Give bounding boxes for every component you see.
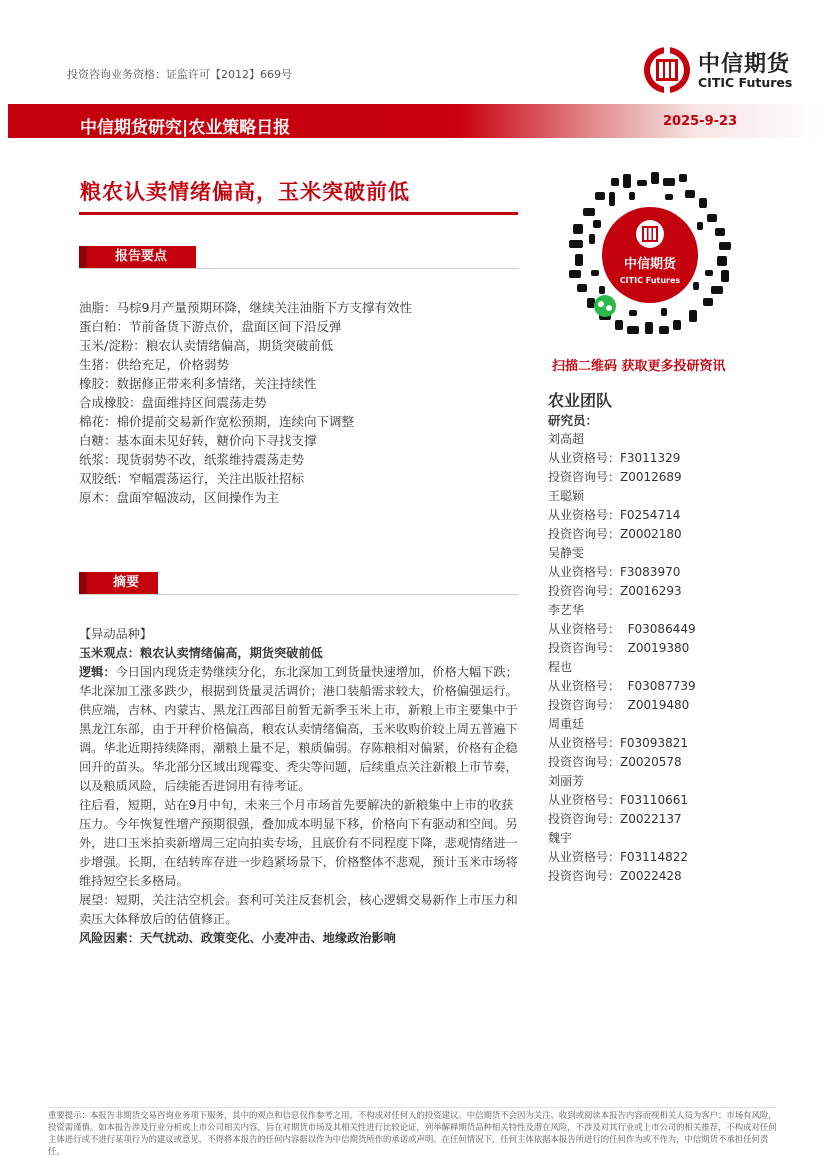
researcher-name: 刘高超 bbox=[548, 432, 585, 446]
point-text: 马棕9月产量预期环降，继续关注油脂下方支撑有效性 bbox=[116, 300, 412, 315]
point-text: 粮农认卖情绪偏高，期货突破前低 bbox=[145, 338, 334, 353]
logo-name-cn: 中信期货 bbox=[698, 52, 791, 77]
researcher-name: 程也 bbox=[548, 660, 573, 674]
point-label: 纸浆： bbox=[79, 452, 117, 467]
point-label: 玉米/淀粉： bbox=[79, 338, 146, 353]
logic-paragraph bbox=[79, 663, 519, 796]
summary-body bbox=[79, 625, 519, 948]
researcher-qualification: 从业资格号：F0254714 bbox=[548, 508, 681, 522]
researcher-consulting-id: 投资咨询号：Z0012689 bbox=[548, 470, 682, 484]
team-title: 农业团队 bbox=[548, 391, 613, 410]
logo-name-en: CITIC Futures bbox=[698, 75, 793, 90]
risk-text: 天气扰动、政策变化、小麦冲击、地缘政治影响 bbox=[139, 931, 396, 945]
point-text: 盘面维持区间震荡走势 bbox=[141, 395, 267, 410]
corn-view-label: 玉米观点： bbox=[79, 646, 140, 660]
point-label: 橡胶： bbox=[79, 376, 117, 391]
list-item bbox=[79, 488, 519, 507]
point-label: 棉花： bbox=[79, 414, 117, 429]
disclaimer-text: 重要提示：本报告非期货交易咨询业务项下服务，其中的观点和信息仅作参考之用，不构成对任何人的投资建议。中信期货不会因为关注、收到或阅读本报告内容而视相关人员为客户；市场有风险，投资需谨慎。如本报告涉及行业分析或上市公司相关内容，旨在对期货市场及其相关性进行比较论证，列举解释期货品种相关特性及潜在风险，不涉及对其行业或上市公司的相关推荐，不构成对任何主体进行或不进行某项行为的建议或意见，不得将本报告的任何内容据以作为中信期货所作的承诺或声明。在任何情况下，任何主体依据本报告所进行的任何作为或不作为，中信期货不承担任何责任。 bbox=[48, 1110, 777, 1156]
point-text: 棉价提前交易新作宽松预期，连续向下调整 bbox=[116, 414, 355, 429]
section-heading-summary: 摘要 bbox=[79, 572, 158, 594]
researcher-consulting-id: 投资咨询号：Z0022428 bbox=[548, 869, 682, 883]
point-text: 现货弱势不改，纸浆维持震荡走势 bbox=[116, 452, 305, 467]
anomaly-tag: 【异动品种】 bbox=[79, 627, 153, 641]
researchers-list bbox=[548, 430, 696, 886]
list-item bbox=[79, 469, 519, 488]
prospect-paragraph bbox=[79, 891, 519, 929]
point-text: 盘面窄幅波动，区间操作为主 bbox=[116, 490, 280, 505]
list-item bbox=[79, 336, 519, 355]
researcher-name: 魏宇 bbox=[548, 831, 573, 845]
logic-text: 今日国内现货走势继续分化，东北深加工到货量快速增加，价格大幅下跌；华北深加工涨多跌少，根据到货量灵活调价；港口装船需求较大，价格偏强运行。供应端，吉林、内蒙古、黑龙江西部目前暂无新季玉米上市，新粮上市主要集中于黑龙江东部，由于开秤价格偏高，粮农认卖情绪偏高，玉米收购价较上周五普遍下调。华北近期持续降雨，潮粮上量不足，粮质偏弱。存陈粮相对偏紧，价格有企稳回升的苗头。华北部分区域出现霉变、秃尖等问题，后续重点关注新粮上市节奏，以及粮质风险，后续能否进饲用有待考证。 bbox=[79, 665, 518, 793]
qr-center-name-cn: 中信期货 bbox=[623, 257, 677, 272]
list-item bbox=[79, 317, 519, 336]
list-item bbox=[79, 450, 519, 469]
researcher-name: 李艺华 bbox=[548, 603, 585, 617]
report-date: 2025-9-23 bbox=[663, 114, 738, 129]
point-label: 原木： bbox=[79, 490, 117, 505]
list-item bbox=[79, 298, 519, 317]
citic-futures-logo bbox=[642, 45, 807, 95]
researcher-qualification: 从业资格号： F03087739 bbox=[548, 679, 696, 693]
list-item bbox=[79, 412, 519, 431]
section-heading-key-points: 报告要点 bbox=[79, 246, 196, 268]
list-item bbox=[79, 374, 519, 393]
prospect-label: 展望： bbox=[79, 893, 116, 907]
researcher-name: 吴静雯 bbox=[548, 546, 585, 560]
key-points-list bbox=[79, 298, 519, 507]
researcher-consulting-id: 投资咨询号： Z0019380 bbox=[548, 641, 690, 655]
list-item bbox=[79, 355, 519, 374]
point-text: 数据修正带来利多情绪，关注持续性 bbox=[116, 376, 317, 391]
researcher-qualification: 从业资格号：F03110661 bbox=[548, 793, 688, 807]
corn-view-text: 粮农认卖情绪偏高，期货突破前低 bbox=[139, 646, 323, 660]
researcher-name: 王聪颖 bbox=[548, 489, 585, 503]
logic-label: 逻辑： bbox=[79, 665, 116, 679]
risk-paragraph bbox=[79, 929, 519, 948]
report-title: 粮农认卖情绪偏高，玉米突破前低 bbox=[80, 180, 410, 204]
section-divider bbox=[79, 594, 518, 595]
point-label: 双胶纸： bbox=[79, 471, 130, 486]
point-label: 白糖： bbox=[79, 433, 117, 448]
point-label: 生猪： bbox=[79, 357, 117, 372]
qr-code[interactable] bbox=[565, 170, 735, 340]
researcher-qualification: 从业资格号：F03093821 bbox=[548, 736, 688, 750]
researcher-consulting-id: 投资咨询号：Z0002180 bbox=[548, 527, 682, 541]
researcher-qualification: 从业资格号：F3083970 bbox=[548, 565, 681, 579]
footer-divider bbox=[48, 1107, 776, 1108]
researcher-qualification: 从业资格号：F03114822 bbox=[548, 850, 688, 864]
qr-caption: 扫描二维码 获取更多投研资讯 bbox=[552, 359, 726, 374]
corn-view bbox=[79, 644, 519, 663]
point-text: 窄幅震荡运行，关注出版社招标 bbox=[129, 471, 305, 486]
researcher-name: 周重廷 bbox=[548, 717, 585, 731]
section-divider bbox=[79, 268, 518, 269]
license-text: 投资咨询业务资格：证监许可【2012】669号 bbox=[67, 68, 292, 81]
list-item bbox=[79, 431, 519, 450]
point-text: 供给充足，价格弱势 bbox=[116, 357, 230, 372]
point-label: 合成橡胶： bbox=[79, 395, 142, 410]
citic-logo-icon bbox=[642, 45, 692, 95]
qr-code-icon bbox=[565, 170, 735, 340]
risk-label: 风险因素： bbox=[79, 931, 140, 945]
point-text: 节前备货下游点价，盘面区间下沿反弹 bbox=[129, 319, 342, 334]
outlook-paragraph: 往后看，短期，站在9月中旬，未来三个月市场首先要解决的新粮集中上市的收获压力。今年恢复性增产预期很强，叠加成本明显下移，价格向下有驱动和空间。另外，进口玉米拍卖新增周三定向拍卖专场，且底价有不同程度下降，悲观情绪进一步增强。长期，在结转库存进一步趋紧场景下，价格整体不悲观，预计玉米市场将维持短空长多格局。 bbox=[79, 798, 518, 888]
banner-title: 中信期货研究|农业策略日报 bbox=[80, 118, 291, 138]
researcher-consulting-id: 投资咨询号： Z0019480 bbox=[548, 698, 690, 712]
title-divider bbox=[79, 212, 518, 215]
researcher-consulting-id: 投资咨询号：Z0020578 bbox=[548, 755, 682, 769]
researcher-consulting-id: 投资咨询号：Z0022137 bbox=[548, 812, 682, 826]
researcher-name: 刘丽芳 bbox=[548, 774, 585, 788]
researcher-consulting-id: 投资咨询号：Z0016293 bbox=[548, 584, 682, 598]
researcher-qualification: 从业资格号：F3011329 bbox=[548, 451, 681, 465]
researcher-qualification: 从业资格号： F03086449 bbox=[548, 622, 696, 636]
list-item bbox=[79, 393, 519, 412]
qr-center-name-en: CITIC Futures bbox=[619, 276, 681, 285]
researchers-label: 研究员： bbox=[548, 413, 599, 428]
point-text: 基本面未见好转，糖价向下寻找支撑 bbox=[116, 433, 317, 448]
prospect-text: 短期，关注沽空机会。套利可关注反套机会，核心逻辑交易新作上市压力和卖压大体释放后的估值修正。 bbox=[79, 893, 518, 926]
point-label: 油脂： bbox=[79, 300, 117, 315]
point-label: 蛋白粕： bbox=[79, 319, 130, 334]
